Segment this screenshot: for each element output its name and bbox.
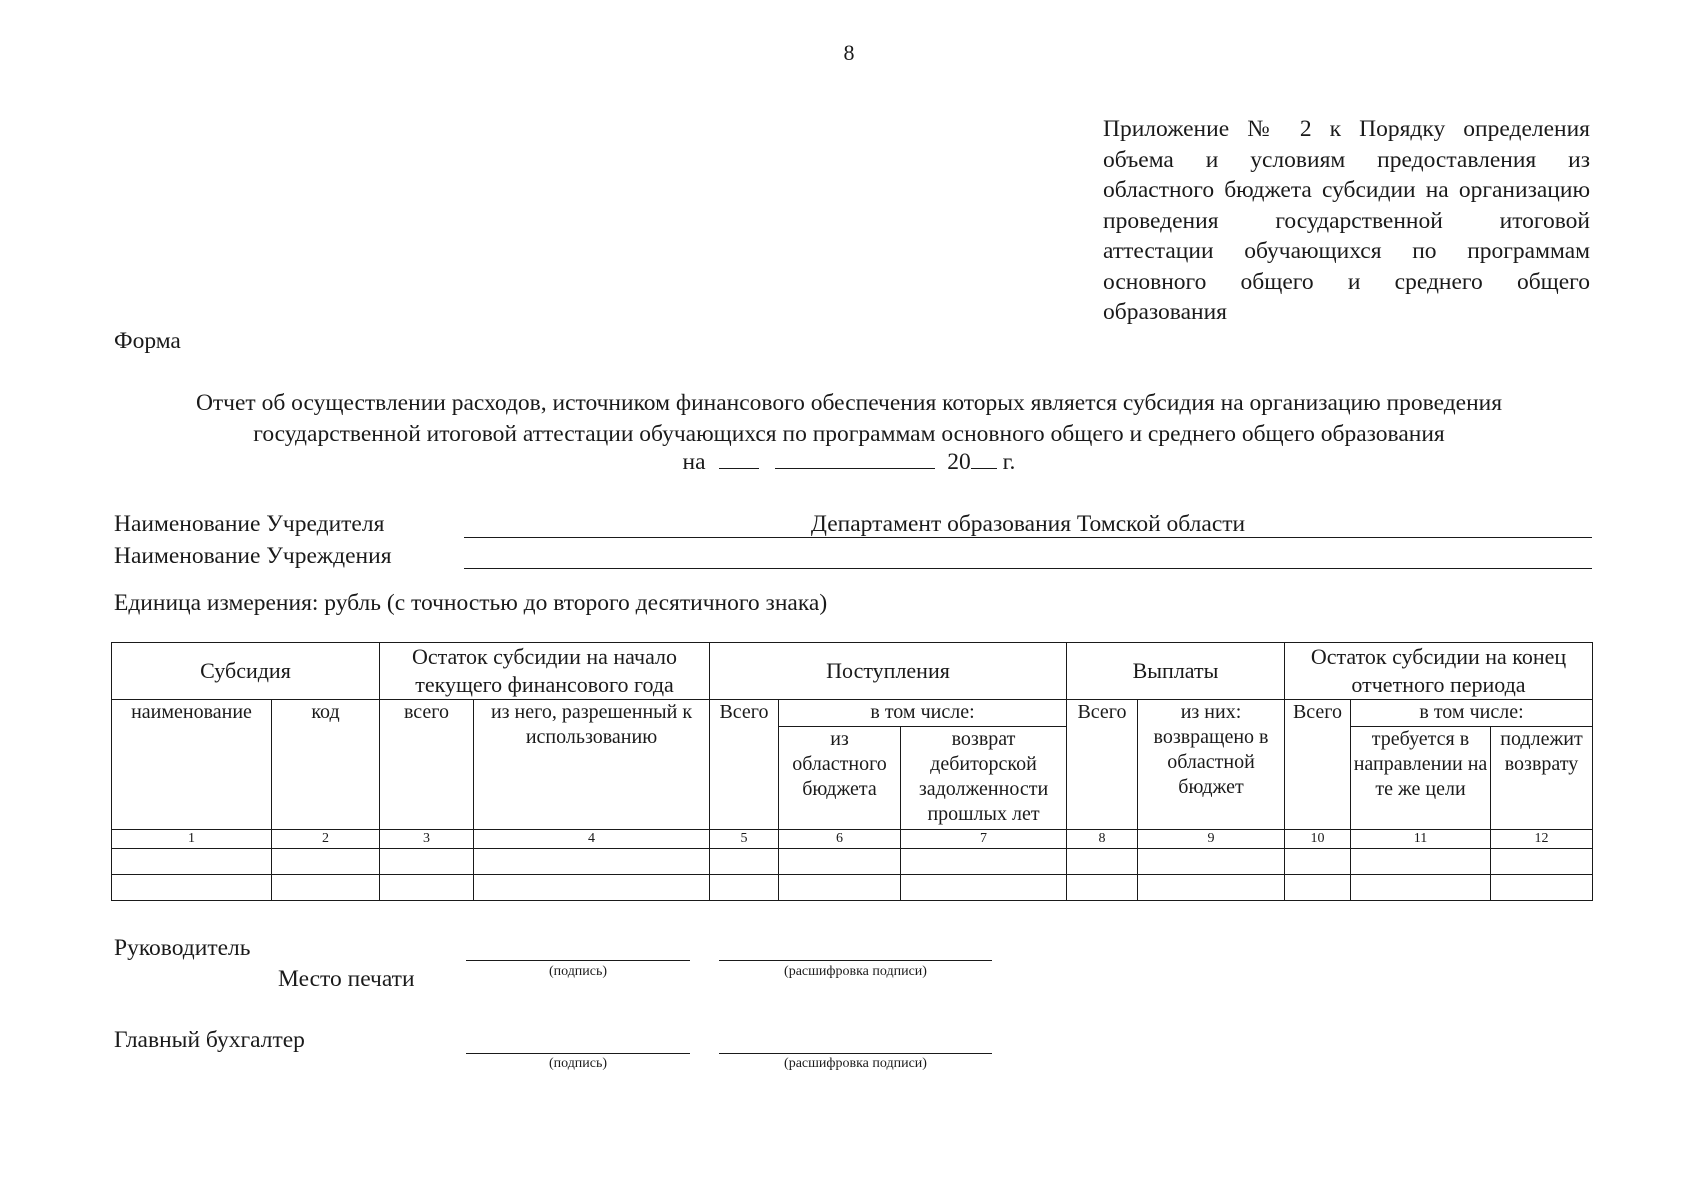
report-title	[100, 388, 1598, 449]
col-receipts-total: Всего	[710, 700, 779, 830]
col-number: 5	[710, 830, 779, 849]
date-year-prefix: 20	[947, 449, 971, 475]
header-start-balance: Остаток субсидии на начало текущего финансового года	[380, 643, 710, 700]
col-receipts-incl: в том числе:	[779, 700, 1067, 727]
table-cell[interactable]	[380, 875, 474, 901]
head-name-caption: (расшифровка подписи)	[784, 964, 927, 979]
col-number: 7	[901, 830, 1067, 849]
col-number: 11	[1351, 830, 1491, 849]
col-number: 1	[112, 830, 272, 849]
appendix-note: Приложение № 2 к Порядку определения объема и условиям предоставления из областного бюджета субсидии на организацию проведения государственной итоговой аттестации обучающихся по программам основного общего и среднего общего образования	[1103, 116, 1590, 325]
table-cell[interactable]	[1067, 875, 1138, 901]
founder-value: Департамент образования Томской области	[464, 510, 1592, 538]
head-name-line[interactable]	[719, 941, 992, 961]
founder-label: Наименование Учредителя	[114, 511, 385, 537]
table-cell[interactable]	[112, 849, 272, 875]
col-payments-of-them	[1138, 700, 1285, 830]
title-line-2: государственной итоговой аттестации обучающихся по программам основного общего и среднего общего образования	[253, 420, 1445, 447]
date-year-blank	[971, 449, 997, 469]
title-line-1: Отчет об осуществлении расходов, источником финансового обеспечения которых является субсидия на организацию проведения	[195, 390, 1503, 416]
table-cell[interactable]	[1351, 849, 1491, 875]
col-permitted: из него, разрешенный к использованию	[474, 700, 710, 830]
header-payments: Выплаты	[1067, 643, 1285, 700]
table-cell[interactable]	[779, 849, 901, 875]
table-cell[interactable]	[272, 875, 380, 901]
col-number: 12	[1491, 830, 1593, 849]
unit-of-measure: Единица измерения: рубль (с точностью до второго десятичного знака)	[114, 590, 828, 616]
col-number: 8	[1067, 830, 1138, 849]
accountant-name-caption: (расшифровка подписи)	[784, 1056, 927, 1071]
institution-label: Наименование Учреждения	[114, 543, 392, 569]
table-cell[interactable]	[710, 875, 779, 901]
column-numbers-row	[112, 830, 1593, 849]
table-cell[interactable]	[474, 849, 710, 875]
col-number: 10	[1285, 830, 1351, 849]
table-cell[interactable]	[779, 875, 901, 901]
col-end-total: Всего	[1285, 700, 1351, 830]
col-payments-total: Всего	[1067, 700, 1138, 830]
col-total: всего	[380, 700, 474, 830]
table-cell[interactable]	[272, 849, 380, 875]
table-row	[112, 849, 1593, 875]
table-cell[interactable]	[901, 875, 1067, 901]
table-cell[interactable]	[710, 849, 779, 875]
col-number: 9	[1138, 830, 1285, 849]
table-cell[interactable]	[1491, 875, 1593, 901]
col-returned-label: возвращено в областной бюджет	[1153, 726, 1269, 798]
accountant-signature-caption: (подпись)	[548, 1056, 608, 1071]
col-code: код	[272, 700, 380, 830]
col-number: 4	[474, 830, 710, 849]
accountant-signature-line[interactable]	[466, 1034, 690, 1054]
col-number: 2	[272, 830, 380, 849]
report-table	[111, 642, 1593, 901]
table-cell[interactable]	[901, 849, 1067, 875]
table-cell[interactable]	[1491, 849, 1593, 875]
header-subsidy: Субсидия	[112, 643, 380, 700]
col-debt-return: возврат дебиторской задолженности прошлых лет	[901, 727, 1067, 830]
table-cell[interactable]	[1285, 875, 1351, 901]
col-to-return: подлежит возврату	[1491, 727, 1593, 830]
col-from-budget: из областного бюджета	[779, 727, 901, 830]
date-month-blank	[775, 449, 935, 469]
accountant-name-line[interactable]	[719, 1034, 992, 1054]
date-prefix: на	[682, 449, 706, 475]
date-suffix: г.	[1002, 449, 1016, 475]
head-signature-caption: (подпись)	[548, 964, 608, 979]
page-number: 8	[843, 40, 855, 65]
head-signature-line[interactable]	[466, 941, 690, 961]
report-date	[0, 449, 1698, 476]
header-receipts: Поступления	[710, 643, 1067, 700]
institution-value	[464, 541, 1592, 569]
col-number: 3	[380, 830, 474, 849]
col-end-incl: в том числе:	[1351, 700, 1593, 727]
table-cell[interactable]	[1138, 849, 1285, 875]
head-label: Руководитель	[114, 935, 251, 961]
table-cell[interactable]	[112, 875, 272, 901]
table-cell[interactable]	[1285, 849, 1351, 875]
header-end-balance: Остаток субсидии на конец отчетного периода	[1285, 643, 1593, 700]
table-cell[interactable]	[1067, 849, 1138, 875]
col-of-them-label: из них:	[1180, 701, 1242, 723]
col-name: наименование	[112, 700, 272, 830]
stamp-place-label: Место печати	[278, 966, 415, 992]
form-label: Форма	[114, 328, 181, 354]
table-cell[interactable]	[380, 849, 474, 875]
table-cell[interactable]	[474, 875, 710, 901]
table-cell[interactable]	[1351, 875, 1491, 901]
col-number: 6	[779, 830, 901, 849]
table-row	[112, 875, 1593, 901]
chief-accountant-label: Главный бухгалтер	[114, 1027, 305, 1053]
table-cell[interactable]	[1138, 875, 1285, 901]
date-day-blank	[719, 449, 759, 469]
col-same-purpose: требуется в направлении на те же цели	[1351, 727, 1491, 830]
